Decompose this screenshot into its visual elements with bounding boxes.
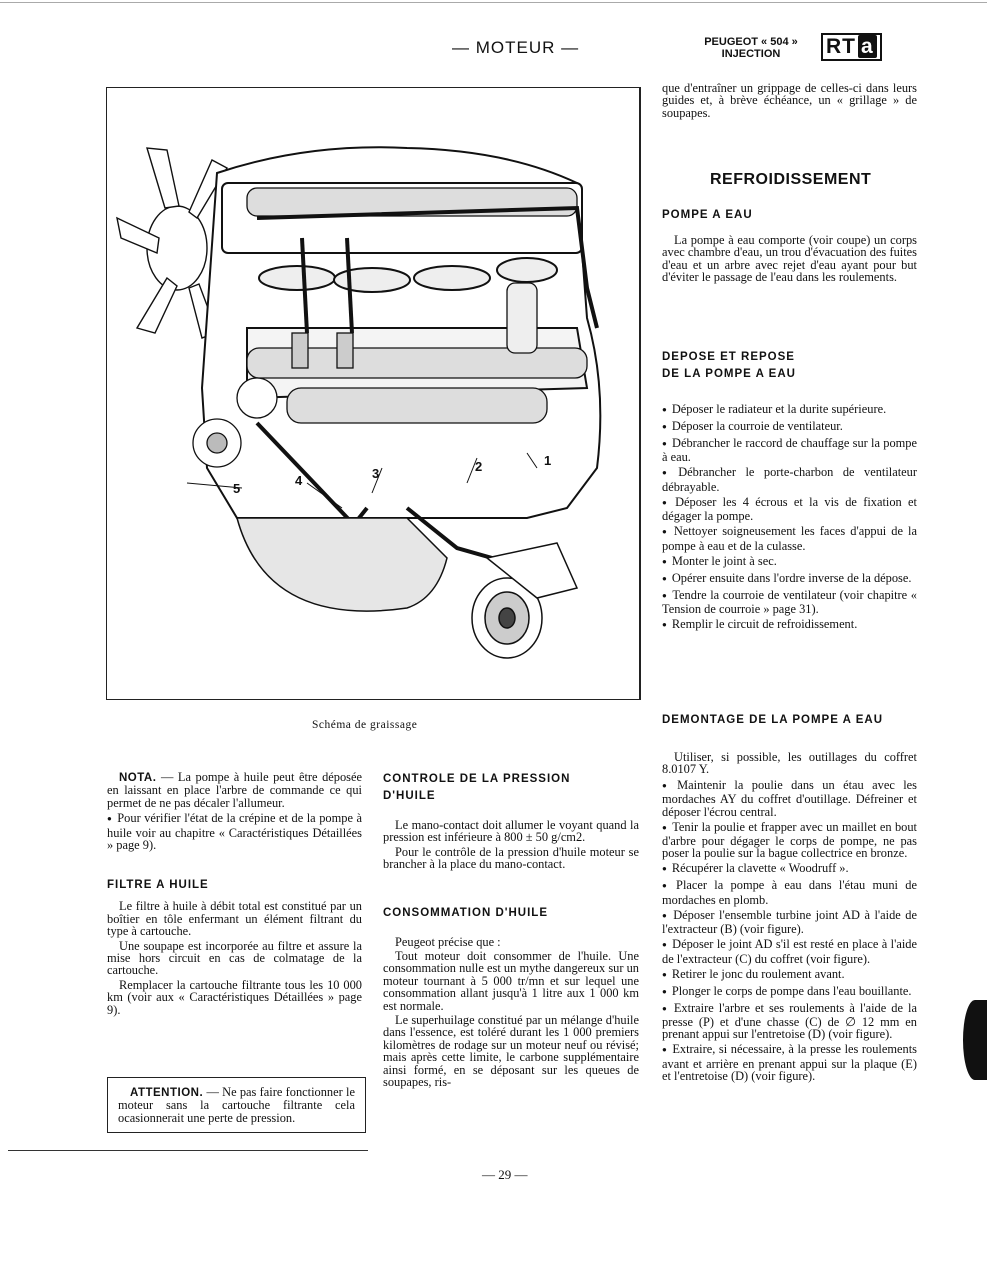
demontage-step: ● Placer la pompe à eau dans l'étau muni de mordaches en plomb. — [662, 879, 917, 906]
logo-rt: RT — [826, 35, 856, 58]
nota-label: NOTA. — [119, 772, 157, 784]
pression-paragraph-2: Pour le contrôle de la pression d'huile moteur se brancher à la place du mano-contact. — [383, 844, 639, 872]
demontage-step: ● Retirer le jonc du roulement avant. — [662, 968, 917, 982]
demontage-heading: DEMONTAGE DE LA POMPE A EAU — [662, 714, 884, 726]
depose-step: ● Déposer la courroie de ventilateur. — [662, 420, 917, 434]
demontage-step: ● Déposer l'ensemble turbine joint AD à l'aide de l'extracteur (B) (voir figure). — [662, 909, 917, 936]
oil-filter — [472, 543, 577, 658]
figure-label-5: 5 — [233, 481, 241, 496]
brand-model: PEUGEOT « 504 » — [704, 36, 798, 48]
depose-steps — [662, 403, 917, 632]
right-column-top — [662, 82, 917, 119]
depose-step: ● Débrancher le porte-charbon de ventilateur débrayable. — [662, 466, 917, 493]
figure-label-2: 2 — [475, 459, 483, 474]
demontage-step: ● Déposer le joint AD s'il est resté en place à l'aide de l'extracteur (C) du coffret (voir figure). — [662, 938, 917, 965]
right-column-pompe — [662, 207, 917, 284]
conso-paragraph-1: Peugeot précise que : — [395, 934, 501, 949]
rta-logo — [821, 33, 882, 61]
depose-step: ● Opérer ensuite dans l'ordre inverse de la dépose. — [662, 572, 917, 586]
pompe-paragraph: La pompe à eau comporte (voir coupe) un corps avec chambre d'eau, un trou d'évacuation des fuites d'eau et un arbre avec rejet d'eau ayant pour but d'éviter le passage de l'eau dans les roulements. — [662, 233, 917, 285]
refroidissement-heading: REFROIDISSEMENT — [710, 171, 872, 188]
oil-pan — [237, 518, 447, 611]
conso-paragraph-3: Le superhuilage constitué par un mélange d'huile dans l'essence, est toléré durant les 1 000 premiers kilomètres de rodage sur un moteur neuf ou révisé; mais après cette limite, le carbone supplémentaire ainsi formé, en se déposant sur les queues de soupapes, ris- — [383, 1013, 639, 1090]
conso-paragraph-2: Tout moteur doit consommer de l'huile. Une consommation nulle est un mythe dangereux sur un moteur tournant à 5 000 tr/mn et sur lequel une consommation allant jusqu'à 1 litre aux 1 000 km est normale. — [383, 949, 639, 1013]
figure-caption: Schéma de graissage — [312, 719, 418, 731]
logo-a: a — [858, 35, 877, 58]
figure-label-3: 3 — [372, 466, 380, 481]
brand-label — [686, 36, 816, 60]
continuation-paragraph: que d'entraîner un grippage de celles-ci dans leurs guides et, à brève échéance, un « grillage » de soupapes. — [662, 81, 917, 120]
engine-lubrication-diagram — [107, 88, 639, 699]
demontage-step: ● Extraire l'arbre et ses roulements à l'aide de la presse (P) et d'une chasse (C) de ∅ 12 mm en prenant appui sur l'entretoise (D) (voir figure). — [662, 1002, 917, 1041]
filtre-paragraph-2: Une soupape est incorporée au filtre et assure la mise hors circuit en cas de colmatage de la cartouche. — [107, 938, 362, 978]
figure-label-1: 1 — [544, 453, 552, 468]
nota-text: — La pompe à huile peut être déposée en laissant en place l'arbre de commande ce qui permet de ne pas décaler l'allumeur. — [107, 770, 362, 810]
edge-tab-marker — [963, 1000, 987, 1080]
filtre-heading: FILTRE A HUILE — [107, 879, 209, 892]
depose-heading-1: DEPOSE ET REPOSE — [662, 351, 795, 363]
pression-heading-1: CONTROLE DE LA PRESSION — [383, 773, 571, 785]
depose-step: ● Nettoyer soigneusement les faces d'appui de la pompe à eau et de la culasse. — [662, 525, 917, 552]
demontage-step: ● Extraire, si nécessaire, à la presse les roulements avant et arrière en prenant appui sur la plaque (E) et l'entretoise (D) (voir figure). — [662, 1043, 917, 1082]
pompe-heading: POMPE A EAU — [662, 209, 753, 221]
nota-paragraph — [107, 771, 362, 809]
depose-step: ● Déposer le radiateur et la durite supérieure. — [662, 403, 917, 417]
depose-heading-2: DE LA POMPE A EAU — [662, 368, 796, 380]
figure-label-4: 4 — [295, 473, 303, 488]
right-column-depose — [662, 349, 917, 635]
demontage-intro: Utiliser, si possible, les outillages du coffret 8.0107 Y. — [662, 750, 917, 777]
attention-label: ATTENTION. — [130, 1087, 204, 1099]
left-column — [107, 771, 362, 1016]
section-title: — MOTEUR — — [452, 38, 580, 57]
demontage-step: ● Maintenir la poulie dans un étau avec les mordaches AY du coffret d'outillage. Défreiner et déposer l'écrou central. — [662, 779, 917, 818]
depose-step: ● Tendre la courroie de ventilateur (voir chapitre « Tension de courroie » page 31). — [662, 589, 917, 616]
pression-heading-2: D'HUILE — [383, 790, 436, 802]
nota-bullet: ● Pour vérifier l'état de la crépine et de la pompe à huile voir au chapitre « Caractéristiques Détaillées » page 9). — [107, 812, 362, 851]
page-number: — 29 — — [482, 1167, 528, 1182]
right-column-demontage — [662, 712, 917, 1085]
top-rule — [0, 2, 987, 3]
attention-text: — Ne pas faire fonctionner le moteur sans la cartouche filtrante cela ocasionnerait une perte de pression. — [118, 1085, 355, 1125]
brand-variant: INJECTION — [721, 48, 781, 60]
attention-box — [107, 1077, 366, 1133]
depose-step: ● Débrancher le raccord de chauffage sur la pompe à eau. — [662, 437, 917, 464]
demontage-step: ● Tenir la poulie et frapper avec un maillet en bout d'arbre pour dégager le corps de pompe, ne pas poser la poulie sur la bague collectrice en bronze. — [662, 821, 917, 860]
depose-step: ● Remplir le circuit de refroidissement. — [662, 618, 917, 632]
demontage-steps — [662, 779, 917, 1083]
demontage-step: ● Plonger le corps de pompe dans l'eau bouillante. — [662, 985, 917, 999]
middle-column — [383, 771, 639, 1089]
figure-frame — [106, 87, 641, 700]
filtre-paragraph-3: Remplacer la cartouche filtrante tous les 10 000 km (voir aux « Caractéristiques Détaillées » page 9). — [107, 977, 362, 1017]
pression-paragraph-1: Le mano-contact doit allumer le voyant quand la pression est inférieure à 800 ± 50 g/cm2. — [383, 818, 639, 845]
filtre-paragraph-1: Le filtre à huile à débit total est constitué par un boîtier en tôle enfermant un élément filtrant du type à cartouche. — [107, 899, 362, 939]
depose-step: ● Déposer les 4 écrous et la vis de fixation et dégager la pompe. — [662, 496, 917, 523]
attention-paragraph — [118, 1086, 355, 1124]
nota-bullets — [107, 812, 362, 851]
left-bottom-rule — [8, 1150, 368, 1151]
conso-heading: CONSOMMATION D'HUILE — [383, 906, 548, 919]
depose-step: ● Monter le joint à sec. — [662, 555, 917, 569]
demontage-step: ● Récupérer la clavette « Woodruff ». — [662, 862, 917, 876]
